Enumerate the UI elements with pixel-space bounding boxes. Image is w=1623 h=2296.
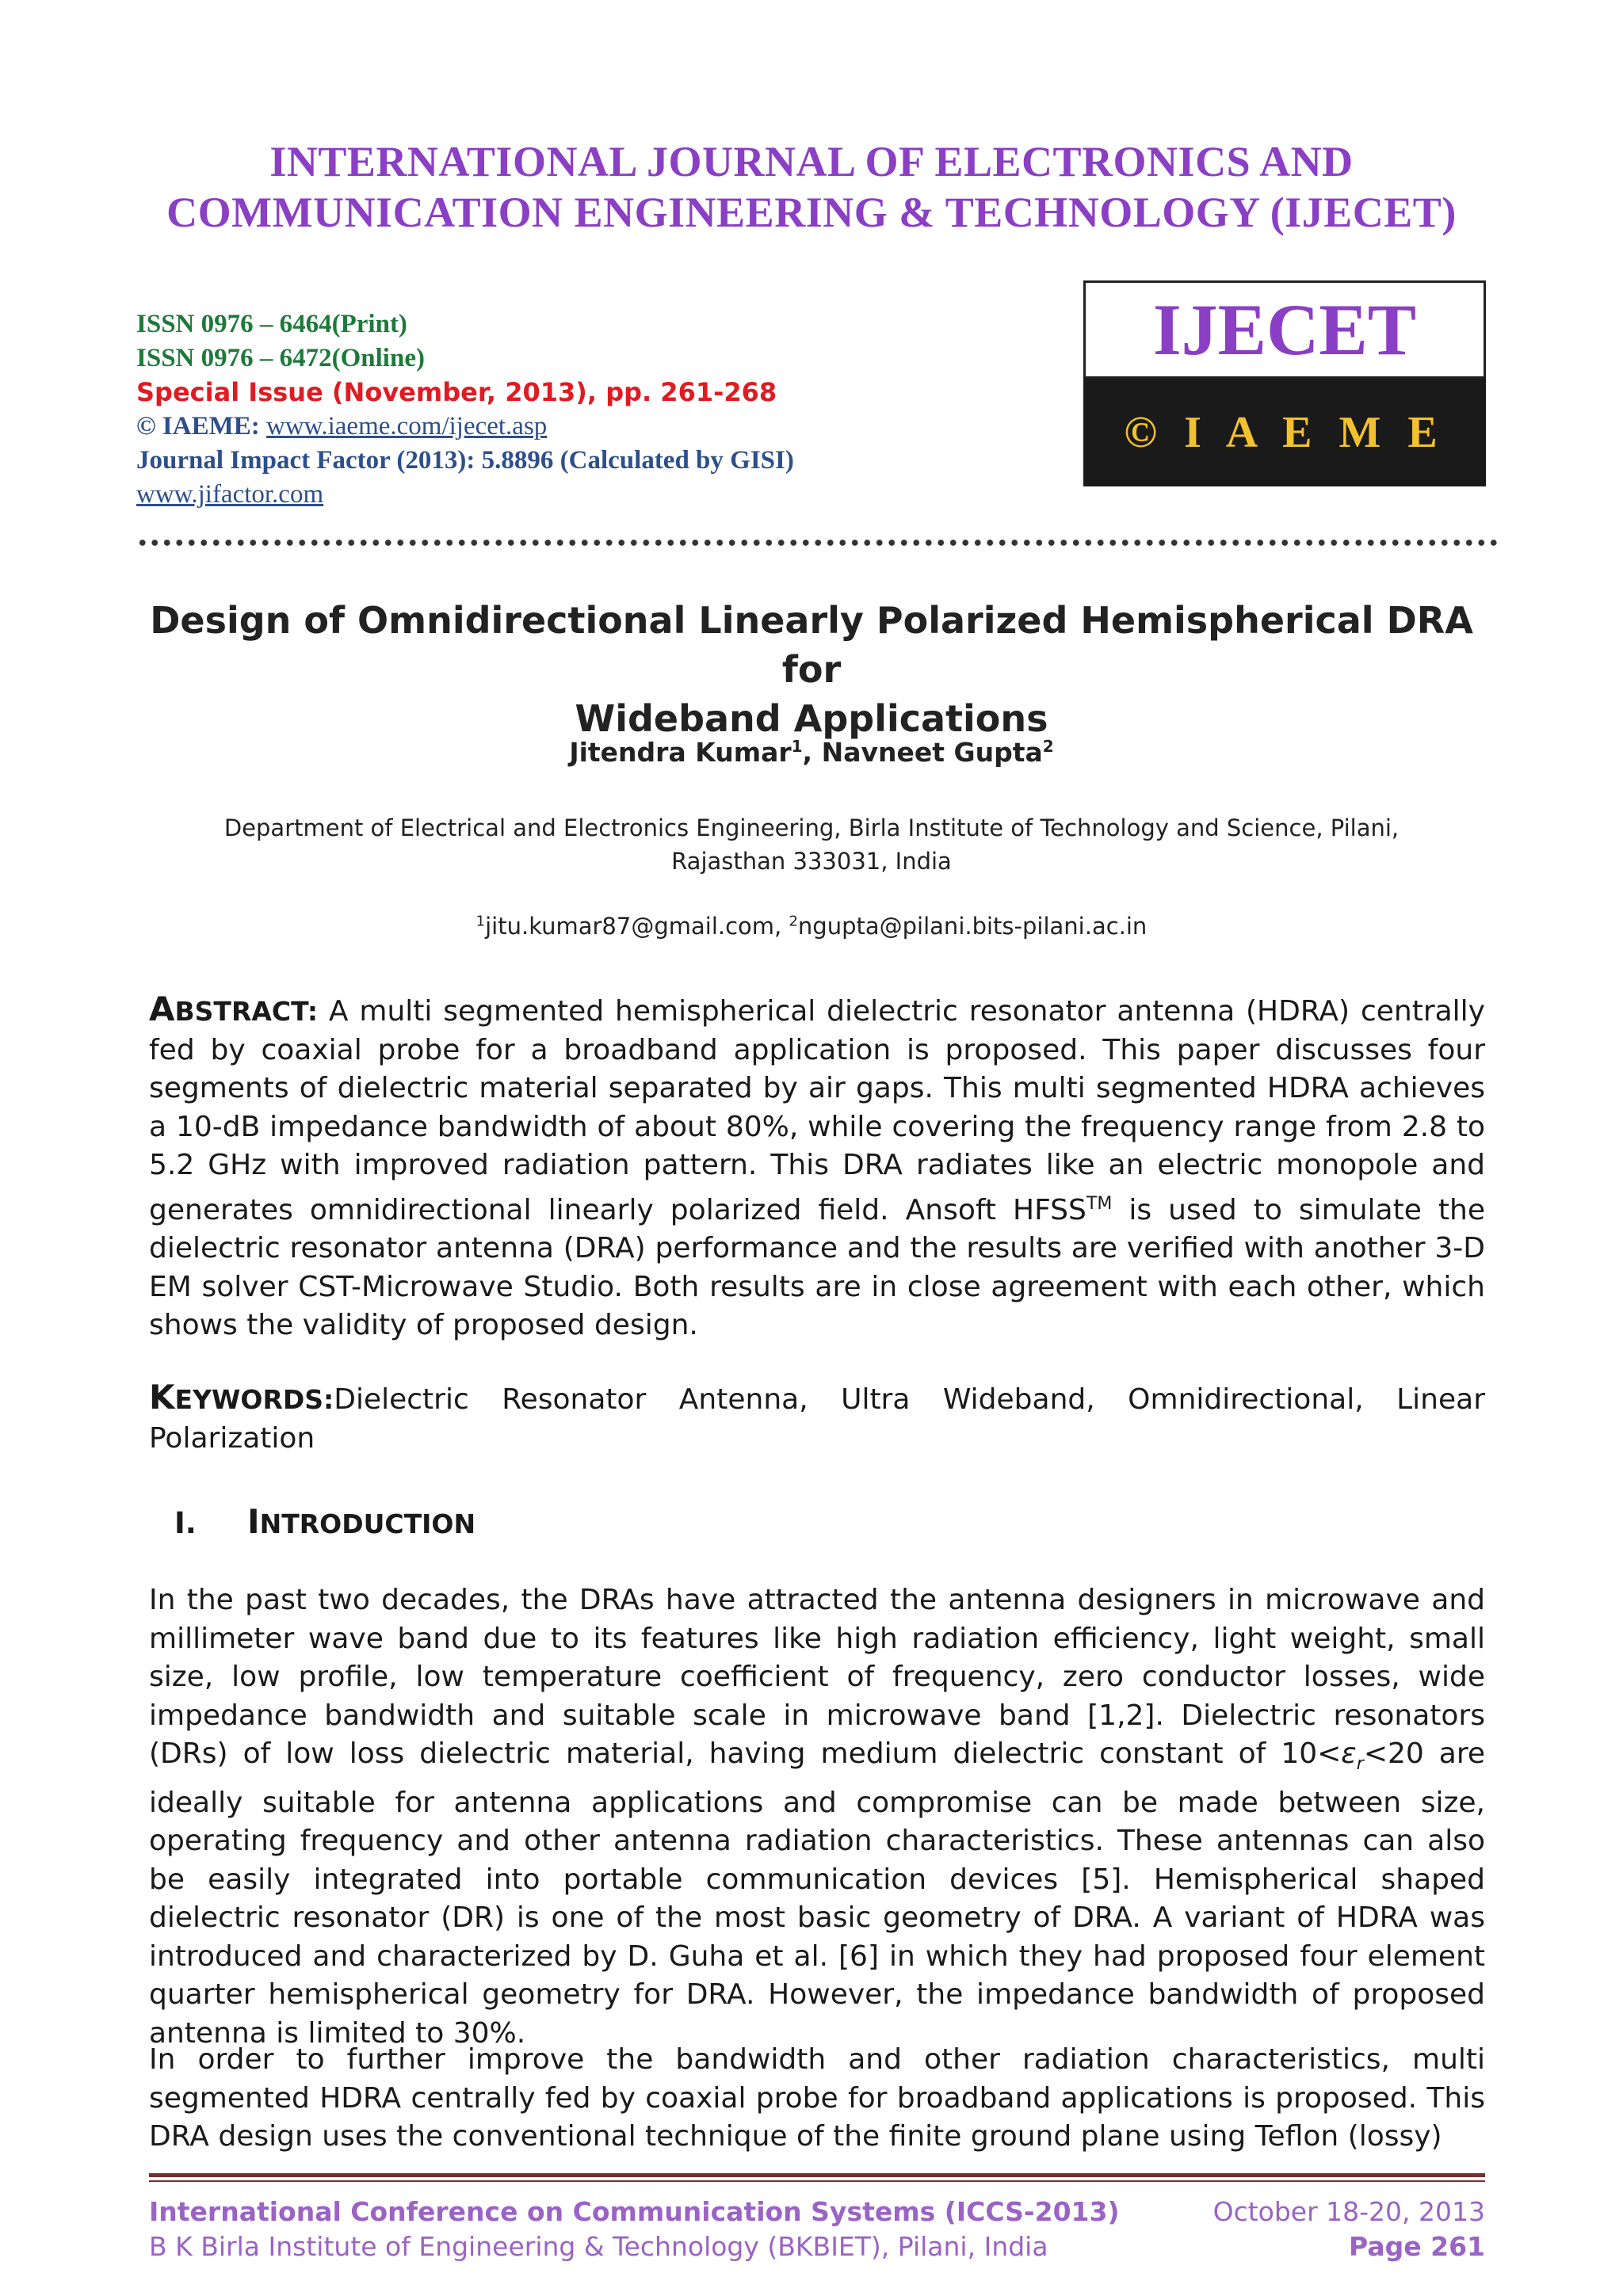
email-1: jitu.kumar87@gmail.com, (485, 913, 789, 940)
publisher-line (136, 410, 794, 444)
email-1-sup: 1 (475, 913, 486, 930)
abstract (149, 990, 1485, 1345)
affiliation-line1: Department of Electrical and Electronics Engineering, Birla Institute of Technology and Science, Pilani, (223, 814, 1400, 841)
keywords-text: Dielectric Resonator Antenna, Ultra Wideband, Omnidirectional, Linear Polarization (149, 1383, 1485, 1455)
iaeme-logo: © I A E M E (1083, 379, 1486, 486)
footer-institute: B K Birla Institute of Engineering & Technology (BKBIET), Pilani, India (149, 2231, 1048, 2262)
author-emails (0, 913, 1623, 940)
issn-online: ISSN 0976 – 6472(Online) (136, 344, 425, 372)
journal-meta (136, 307, 794, 512)
dotted-divider (136, 537, 1499, 548)
abstract-label: ABSTRACT: (149, 990, 319, 1028)
footer-conference: International Conference on Communication Systems (ICCS-2013) (149, 2196, 1120, 2227)
email-2: ngupta@pilani.bits-pilani.ac.in (797, 913, 1148, 940)
email-2-sup: 2 (789, 913, 798, 930)
impact-factor: Journal Impact Factor (2013): 5.8896 (Calculated by GISI) (136, 446, 794, 475)
author-2: Navneet Gupta (821, 737, 1043, 768)
paper-title (127, 596, 1496, 743)
author-2-sup: 2 (1042, 737, 1054, 756)
intro-paragraph-1: In the past two decades, the DRAs have attracted the antenna designers in microwave and millimeter wave band due to its features like high radiation efficiency, light weight, small size, low profile, low temperature coefficient of frequency, zero conductor losses, wide impedance bandwidth and suitable scale in microwave band [1,2]. Dielectric resonators (DRs) of low loss dielectric material, having medium dielectric constant of $10<\varepsilon_r<20$ are ideally suitable for antenna applications and compromise can be made between size, operating frequency and other antenna radiation characteristics. These antennas can also be easily integrated into portable communication devices [5]. Hemispherical shaped dielectric resonator (DR) is one of the most basic geometry of DRA. A variant of HDRA was introduced and characterized by D. Guha et al. [6] in which they had proposed four element quarter hemispherical geometry for DRA. However, the impedance bandwidth of proposed antenna is limited to 30%. (149, 1584, 1486, 2050)
footer-rule-thin (149, 2180, 1485, 2182)
intro-paragraph-2: In order to further improve the bandwidth and other radiation characteristics, multi segmented HDRA centrally fed by coaxial probe for broadband applications is proposed. This DRA design uses the conventional technique of the finite ground plane using Teflon (lossy) (149, 2043, 1485, 2153)
author-1: Jitendra Kumar (569, 737, 792, 768)
jifactor-link[interactable]: www.jifactor.com (136, 480, 324, 509)
publisher-link[interactable]: www.iaeme.com/ijecet.asp (266, 412, 548, 441)
paper-title-line2: Wideband Applications (575, 697, 1048, 740)
issn-print: ISSN 0976 – 6464(Print) (136, 310, 407, 338)
authors (0, 737, 1623, 768)
epsilon-subscript: r (1356, 1754, 1364, 1775)
ijecet-logo: IJECET (1083, 280, 1486, 379)
section-number: I. (174, 1506, 197, 1540)
footer-dates: October 18-20, 2013 (1212, 2196, 1485, 2227)
affiliation (158, 811, 1465, 878)
epsilon-symbol: ε (1341, 1737, 1357, 1770)
paper-title-line1: Design of Omnidirectional Linearly Polarized Hemispherical DRA for (150, 599, 1473, 691)
keywords (149, 1379, 1485, 1458)
abstract-text-part1: A multi segmented hemispherical dielectric resonator antenna (HDRA) centrally fed by coaxial probe for a broadband application is proposed. This paper discusses four segments of dielectric material separated by air gaps. This multi segmented HDRA achieves a 10-dB impedance bandwidth of about 80%, while covering the frequency range from 2.8 to 5.2 GHz with improved radiation pattern. This DRA radiates like an electric monopole and generates omnidirectional linearly polarized field. Ansoft HFSS (149, 995, 1485, 1226)
section-heading-introduction: I. INTRODUCTION (174, 1502, 476, 1541)
author-separator: , (802, 737, 822, 768)
abstract-text-part2: is used to simulate the dielectric resonator antenna (DRA) performance and the results are verified with another 3-D EM solver CST-Microwave Studio. Both results are in close agreement with each other, which shows the validity of proposed design. (149, 1193, 1485, 1341)
footer-rule-thick (149, 2173, 1485, 2177)
special-issue: Special Issue (November, 2013), pp. 261-268 (136, 377, 777, 407)
journal-title-line1: INTERNATIONAL JOURNAL OF ELECTRONICS AND (269, 138, 1354, 185)
keywords-label: KEYWORDS: (149, 1378, 334, 1417)
publisher-label: © IAEME: (136, 412, 260, 441)
trademark-sup: TM (1086, 1193, 1113, 1214)
affiliation-line2: Rajasthan 333031, India (671, 848, 952, 875)
author-1-sup: 1 (791, 737, 803, 756)
journal-title-line2: COMMUNICATION ENGINEERING & TECHNOLOGY (IJECET) (166, 189, 1457, 236)
footer-page-number: Page 261 (1349, 2231, 1485, 2262)
